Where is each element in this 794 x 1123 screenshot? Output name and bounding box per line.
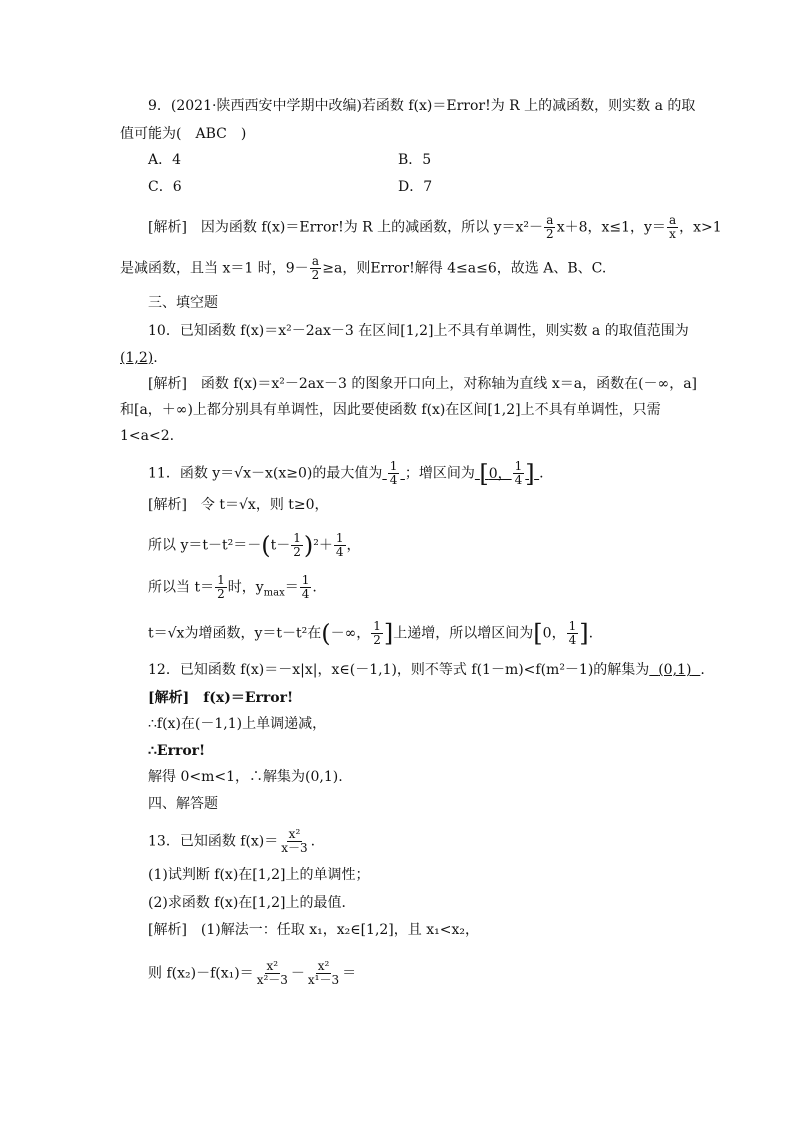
- frac-num: 1: [335, 531, 344, 545]
- q13-sol-frac-1: [255, 960, 290, 987]
- frac-num: 1: [293, 531, 301, 545]
- frac-num: a: [311, 254, 320, 268]
- q9-stem-line1: 9．(2021·陕西西安中学期中改编)若函数 f(x)＝Error!为 R 上的减函数，则实数 a 的取: [148, 98, 696, 114]
- q10-stem: 10．已知函数 f(x)＝x²－2ax－3 在区间[1,2]上不具有单调性，则实数 a 的取值范围为: [148, 323, 689, 339]
- frac-num: a: [546, 213, 554, 227]
- q11-sol-text: 所以 y＝t－t²＝－: [148, 537, 262, 554]
- frac-den: 2: [311, 268, 320, 282]
- q11-solution-line2: 所以 y＝t－t²＝－(t－ $\frac{1}{2}$ )²＋ $\frac{1}{4}$ ，: [148, 531, 361, 560]
- q11-sol-text: ，: [346, 537, 361, 554]
- q11-sol-text: t＝√x为增函数，y＝t－t²在: [148, 625, 322, 642]
- q9-sol-text: 是减函数，且当 x＝1 时，9－: [120, 260, 309, 277]
- q11-sol-text: ＝: [284, 579, 299, 596]
- q10-solution-line2: 和[a，＋∞)上都分别具有单调性，因此要使函数 f(x)在区间[1,2]上不具有单调性，只需: [120, 402, 661, 418]
- frac-den: x²－3: [256, 973, 288, 987]
- q11-sol-text: 所以当 t＝: [148, 579, 215, 596]
- q12-answer-tail: .: [700, 662, 705, 678]
- q12-answer: [649, 662, 700, 678]
- q12-solution-line2: ∴f(x)在(－1,1)上单调递减，: [148, 716, 327, 732]
- q9-sol-text: [解析] 因为函数 f(x)＝Error!为 R 上的减函数，所以 y＝x²－: [148, 219, 544, 236]
- q12-solution-line4: 解得 0<m<1，∴解集为(0,1).: [148, 769, 343, 785]
- q10-answer-line: [120, 348, 680, 368]
- frac-den: 4: [301, 587, 310, 601]
- q9-option-b: B．5: [398, 152, 432, 168]
- q11-stem-text: 11．函数 y＝√x－x(x≥0)的最大值为: [148, 465, 383, 482]
- q13-sol-text: 则 f(x₂)－f(x₁)＝: [148, 965, 254, 982]
- frac-num: 1: [568, 619, 577, 633]
- frac-den: x¹－3: [307, 973, 340, 987]
- q11-sol-text: 上递增，所以增区间为: [393, 625, 534, 642]
- q12-solution-line1: [解析] f(x)＝Error!: [148, 690, 294, 706]
- q11-stem-text: ；增区间为: [404, 465, 475, 482]
- q10-answer-tail: .: [153, 350, 158, 366]
- frac-den: 4: [389, 473, 398, 487]
- frac-num: 1: [514, 459, 523, 473]
- q13-stem: [148, 828, 708, 855]
- q13-solution-line1: [解析] (1)解法一：任取 x₁，x₂∈[1,2]，且 x₁<x₂，: [148, 922, 479, 938]
- q11-frac-1-4: [513, 460, 525, 487]
- q10-solution-line3: 1<a<2.: [120, 428, 175, 444]
- q11-answer-max: [382, 459, 405, 487]
- q11-stem: [148, 460, 708, 487]
- q9-stem-line2: 值可能为( ABC ): [120, 126, 247, 142]
- interval-left: 0，: [488, 465, 512, 482]
- q13-stem-tail: .: [310, 833, 316, 850]
- q9-sol-text: x＋8，x≤1，y＝: [556, 219, 666, 236]
- q11-sol-text: －∞，: [330, 625, 371, 642]
- frac-den: x: [669, 227, 676, 241]
- q11-sol-text: 时，y: [227, 579, 264, 596]
- q11-sol-text: .: [588, 625, 594, 642]
- q11-sol-sub-max: max: [263, 587, 285, 599]
- q11-sol-frac-1-2: [371, 620, 383, 647]
- frac-den: 2: [217, 587, 225, 601]
- frac-num: a: [668, 213, 677, 227]
- frac-num: 1: [373, 619, 381, 633]
- frac-num: 1: [389, 459, 398, 473]
- q13-stem-text: 13．已知函数 f(x)＝: [148, 833, 279, 850]
- frac-den: 4: [568, 633, 577, 647]
- q11-sol-frac-1-2: [291, 532, 303, 559]
- q13-sol-text: －: [290, 965, 305, 982]
- q10-answer: (1,2): [120, 350, 154, 366]
- q12-answer-value: (0,1): [658, 662, 692, 678]
- q10-solution-line1: [解析] 函数 f(x)＝x²－2ax－3 的图象开口向上，对称轴为直线 x＝a，函数在(－∞，a]: [148, 376, 698, 392]
- frac-num: x²: [288, 827, 301, 841]
- q9-solution-line1: [148, 213, 722, 241]
- q9-option-a: A．4: [148, 152, 182, 168]
- q11-sol-frac-1-4: [334, 532, 346, 559]
- q13-solution-line2: [148, 960, 708, 987]
- frac-den: 2: [293, 545, 301, 559]
- section-heading-fill-in: 三、填空题: [148, 295, 218, 311]
- frac-den: 4: [335, 545, 344, 559]
- q11-solution-line4: t＝√x为增函数，y＝t－t²在(－∞， $\frac{1}{2}$ ]上递增，所以增区间为[0， $\frac{1}{4}$ ].: [148, 619, 594, 648]
- frac-den: 2: [546, 227, 554, 241]
- frac-den: x－3: [281, 841, 308, 855]
- frac-num: x²: [317, 959, 330, 973]
- q12-stem: [148, 660, 708, 680]
- section-heading-solve: 四、解答题: [148, 796, 218, 812]
- frac-den: 4: [514, 473, 523, 487]
- q9-option-c: C．6: [148, 179, 182, 195]
- q9-sol-frac-a-over-2: [544, 214, 556, 241]
- q11-sol-text: t－: [270, 537, 291, 554]
- q9-sol-frac-a-over-x: [667, 214, 678, 241]
- q9-option-d: D．7: [398, 179, 433, 195]
- frac-den: 2: [373, 633, 381, 647]
- q9-sol-text: ，x>1: [679, 219, 722, 236]
- q13-part2: (2)求函数 f(x)在[1,2]上的最值．: [148, 895, 356, 911]
- q11-solution-line3: [148, 574, 708, 603]
- q13-frac-function: [279, 828, 309, 855]
- q11-frac-1-4: [388, 460, 400, 487]
- frac-num: 1: [301, 573, 310, 587]
- q12-solution-line3: ∴Error!: [148, 743, 206, 759]
- q13-sol-frac-2: [306, 960, 341, 987]
- q11-sol-text: .: [312, 579, 317, 596]
- q11-stem-tail: .: [539, 465, 544, 482]
- q11-solution-line1: [解析] 令 t＝√x，则 t≥0，: [148, 497, 329, 513]
- q13-sol-text: ＝: [342, 965, 357, 982]
- q9-sol-text: ≥a，则Error!解得 4≤a≤6，故选 A、B、C.: [322, 260, 607, 277]
- q11-answer-interval: [0， $\frac{1}{4}$ ]: [479, 459, 535, 488]
- q11-sol-frac-1-4: [300, 574, 312, 601]
- q11-sol-text: ²＋: [313, 537, 333, 554]
- q11-sol-frac-1-2: [215, 574, 227, 601]
- q9-sol-frac-a-over-2: [310, 255, 322, 282]
- frac-num: x²: [266, 959, 279, 973]
- q12-stem-text: 12．已知函数 f(x)＝－x|x|，x∈(－1,1)，则不等式 f(1－m)<f(m²－1)的解集为: [148, 662, 650, 678]
- frac-num: 1: [217, 573, 225, 587]
- q9-solution-line2: [120, 255, 680, 282]
- q11-sol-frac-1-4: [567, 620, 579, 647]
- q13-part1: (1)试判断 f(x)在[1,2]上的单调性；: [148, 867, 370, 883]
- q11-sol-text: 0，: [542, 625, 566, 642]
